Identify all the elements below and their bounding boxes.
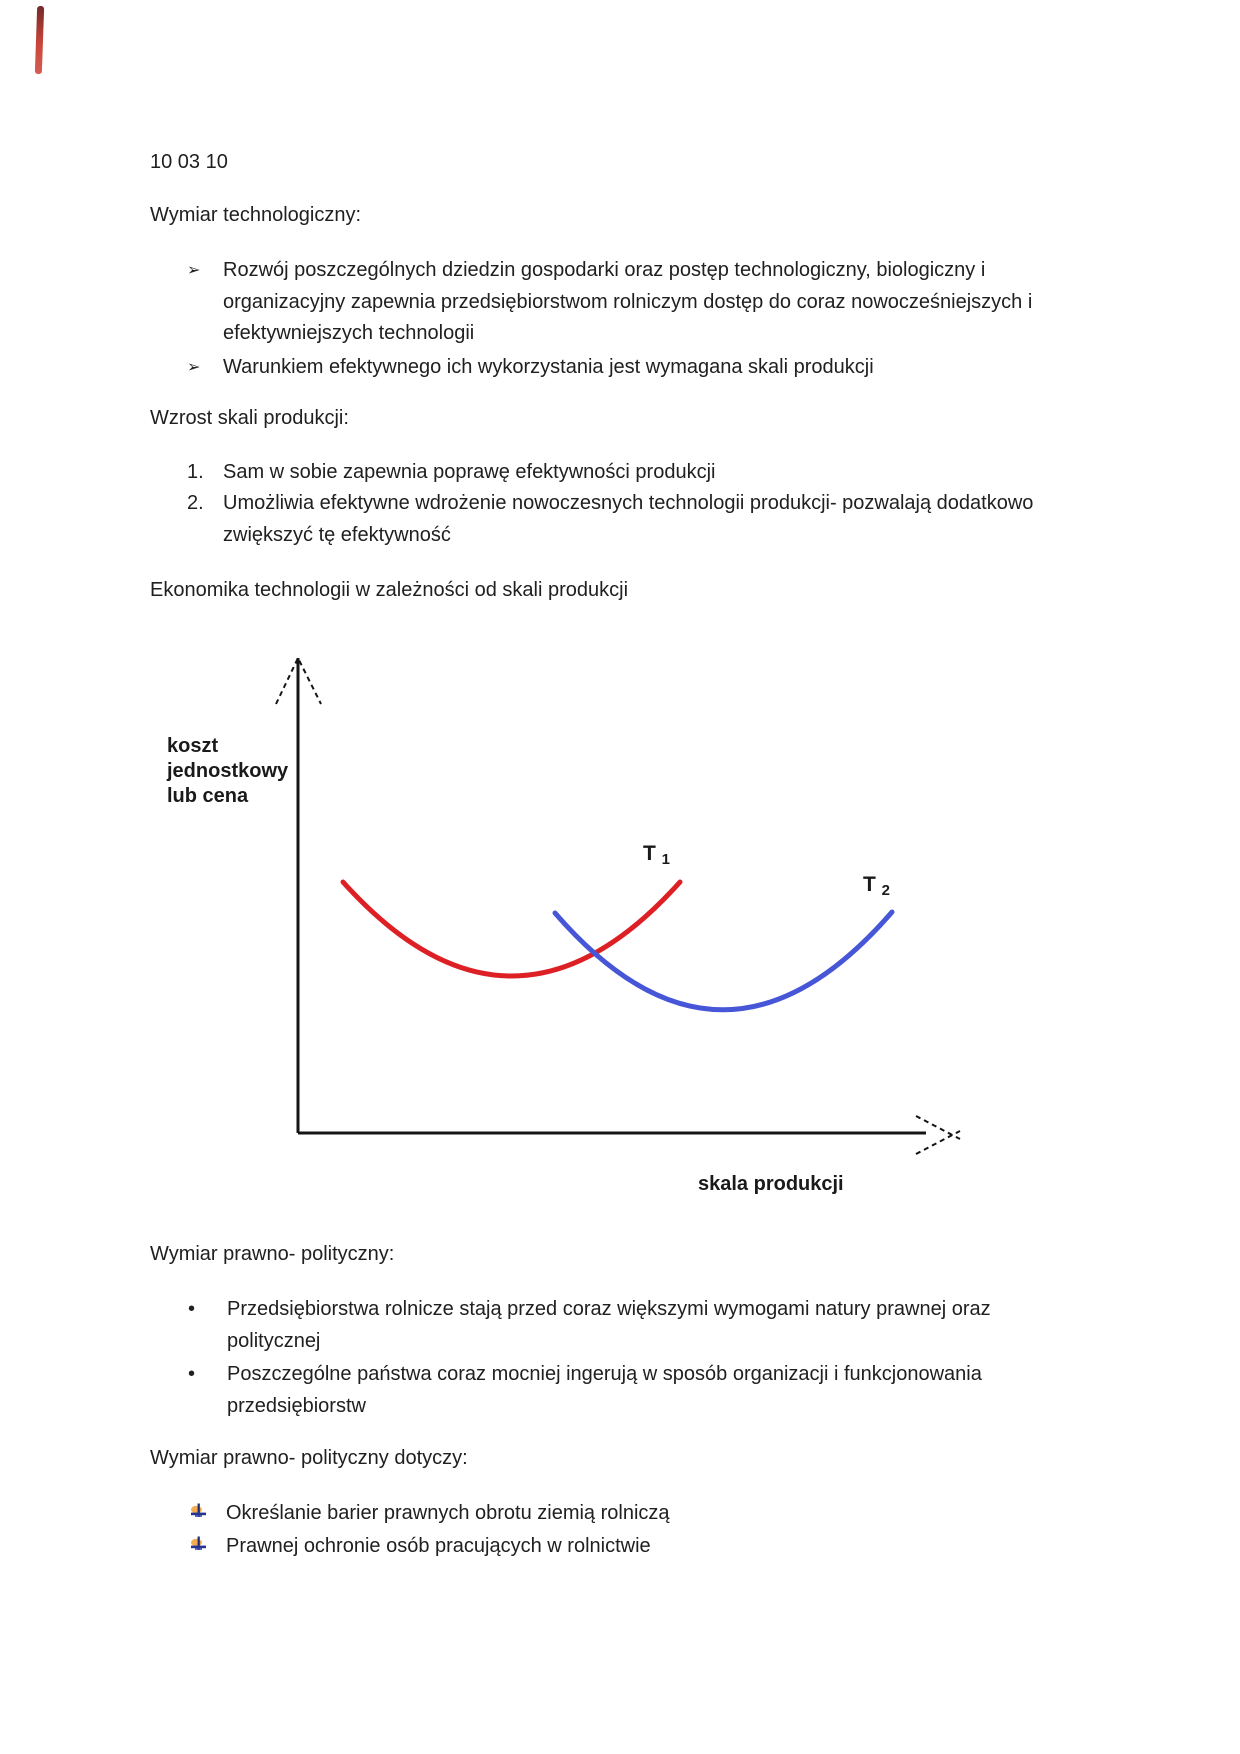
list-number: 2. [187, 492, 204, 514]
down-arrow-bullet-icon [190, 1536, 207, 1553]
curve-t1 [343, 882, 680, 976]
red-margin-mark [35, 6, 44, 74]
x-axis-label: skala produkcji [698, 1173, 844, 1195]
list-number: 1. [187, 461, 204, 483]
date-heading: 10 03 10 [150, 151, 228, 173]
list-item: Warunkiem efektywnego ich wykorzystania jest wymagana skali produkcji [223, 356, 874, 378]
section-heading-wzrost: Wzrost skali produkcji: [150, 407, 349, 429]
y-axis-label: koszt jednostkowy lub cena [167, 735, 289, 807]
curve-t2 [555, 912, 892, 1010]
list-item: Rozwój poszczególnych dziedzin gospodarki oraz postęp technologiczny, biologiczny i organizacyjny zapewnia przedsiębiorstwom rolniczym dostęp do coraz nowocześniejszych i efektywniejszych technologii [223, 259, 1033, 344]
dot-bullet-icon: • [188, 1363, 196, 1385]
down-arrow-bullet-icon [190, 1503, 207, 1520]
chart-title: Ekonomika technologii w zależności od skali produkcji [150, 579, 629, 601]
section-heading-technologiczny: Wymiar technologiczny: [150, 204, 362, 226]
list-item: Przedsiębiorstwa rolnicze stają przed coraz większymi wymogami natury prawnej oraz politycznej [227, 1298, 991, 1352]
list-item: Poszczególne państwa coraz mocniej ingerują w sposób organizacji i funkcjonowania przedsiębiorstw [227, 1363, 982, 1417]
curve-label-t2: T 2 [863, 873, 891, 899]
x-axis-arrowhead-icon [916, 1116, 960, 1139]
curve-label-t1: T 1 [643, 842, 671, 868]
chart-canvas [0, 630, 1240, 1210]
list-item: Umożliwia efektywne wdrożenie nowoczesnych technologii produkcji- pozwalają dodatkowo zwiększyć tę efektywność [223, 492, 1034, 546]
list-item: Sam w sobie zapewnia poprawę efektywności produkcji [223, 461, 716, 483]
section-heading-dotyczy: Wymiar prawno- polityczny dotyczy: [150, 1447, 468, 1469]
list-item: Określanie barier prawnych obrotu ziemią rolniczą [226, 1502, 670, 1524]
cost-vs-scale-chart [0, 630, 1240, 1210]
list-item: Prawnej ochronie osób pracujących w rolnictwie [226, 1535, 651, 1557]
arrow-bullet-icon: ➢ [187, 262, 201, 279]
dot-bullet-icon: • [188, 1298, 196, 1320]
arrow-bullet-icon: ➢ [187, 359, 201, 376]
section-heading-prawno: Wymiar prawno- polityczny: [150, 1243, 395, 1265]
